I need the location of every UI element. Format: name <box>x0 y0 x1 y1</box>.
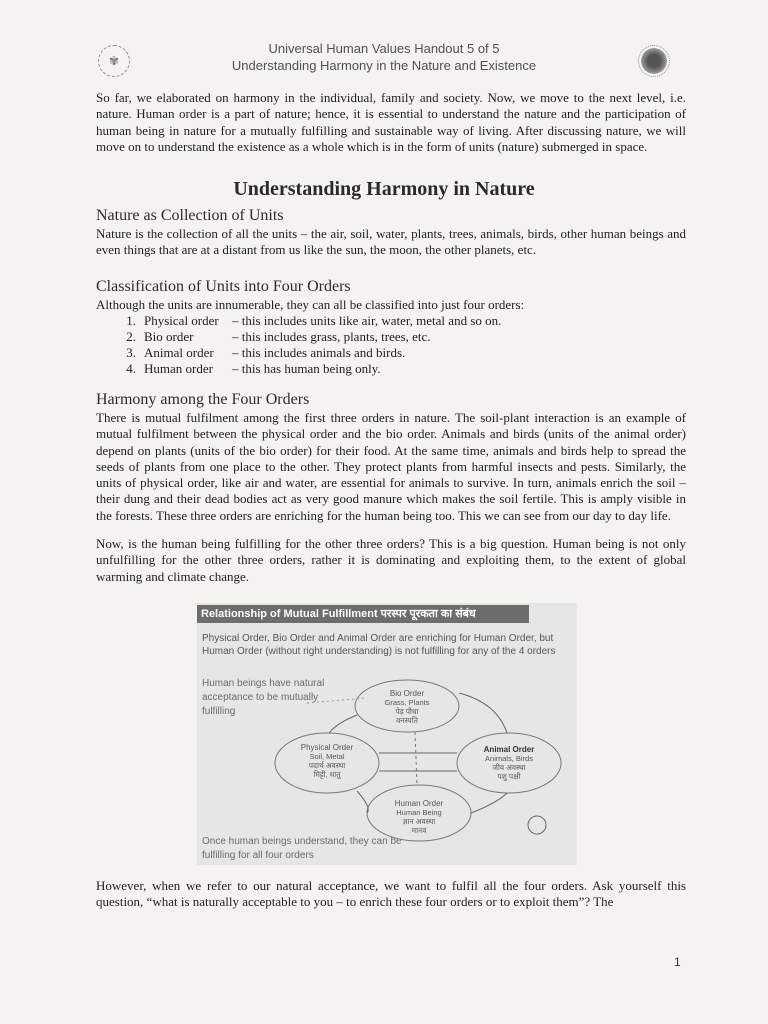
animal-order-node: Animal Order Animals, Birds जीव अवस्था पशु पक्षी <box>483 745 535 781</box>
section-classification <box>96 277 686 377</box>
section-heading: Nature as Collection of Units <box>96 207 284 224</box>
closing-paragraph: However, when we refer to our natural acceptance, we want to fulfil all the four orders. Ask yourself this question, “what is naturally acceptable to you – to enrich these four orders or to exploit them”? The <box>96 878 686 910</box>
list-item: 3. Animal order – this includes animals and birds. <box>126 345 406 361</box>
mutual-fulfillment-figure <box>197 603 577 865</box>
header-line-2: Understanding Harmony in the Nature and Existence <box>231 58 537 73</box>
intro-paragraph: So far, we elaborated on harmony in the individual, family and society. Now, we move to the next level, i.e. nature. Human order is a part of nature; hence, it is essential to understand the nature and the participation of human being in nature for a mutually fulfilling and sustainable way of living. After discussing nature, we will move on to understand the existence as a whole which is in the form of units (nature) submerged in space. <box>96 90 686 154</box>
intro-block <box>96 90 686 155</box>
section-heading: Classification of Units into Four Orders <box>96 278 351 295</box>
list-item: 2. Bio order – this includes grass, plants, trees, etc. <box>126 329 431 345</box>
figure-note-acceptance: Human beings have natural acceptance to be mutually fulfilling <box>202 678 325 717</box>
orders-diagram <box>197 603 577 865</box>
closing-block <box>96 878 686 911</box>
header-line-1: Universal Human Values Handout 5 of 5 <box>268 41 500 56</box>
institute-emblem <box>528 816 546 834</box>
section-paragraph: Although the units are innumerable, they can all be classified into just four orders: <box>96 297 525 312</box>
list-item: 4. Human order – this has human being only. <box>126 361 381 377</box>
section-paragraph-2: Now, is the human being fulfilling for the other three orders? This is a big question. Human being is not only unfulfilling for the other three orders, rather it is dominating and exploiting them, to the extent of global warming and climate change. <box>96 536 686 584</box>
section-paragraph: There is mutual fulfilment among the first three orders in nature. The soil-plant interaction is an example of mutual fulfilment between the physical order and the bio order. Animals and birds (units of the animal order) depend on plants (units of the bio order) for their food. At the same time, animals and birds help to spread the seeds of plants from one place to the other. They protect plants from harmful insects and pests. Similarly, the units of physical order, like air and water, are essential for animals to survive. In turn, animals enrich the soil – their dung and their dead bodies act as very good manure which makes the soil fertile. This is amply visible in the forests. These three orders are enriching for the human being too. This we can see from our day to day life. <box>96 410 686 523</box>
orders-list <box>96 313 686 377</box>
university-logo-left: ✾ <box>98 45 130 77</box>
page-number: 1 <box>674 955 681 969</box>
section-heading: Harmony among the Four Orders <box>96 391 310 408</box>
page-header <box>0 40 768 74</box>
physical-order-node: Physical Order Soil, Metal पदार्थ अवस्था मिट्टी, धातु <box>300 743 354 779</box>
section-nature-units <box>96 206 686 259</box>
figure-subtitle: Physical Order, Bio Order and Animal Order are enriching for Human Order, but Human Order (without right understanding) is not fulfilling for any of the 4 orders <box>202 633 556 657</box>
bio-order-node: Bio Order Grass, Plants पेड़ पौधा वनस्पति <box>384 689 430 725</box>
section-paragraph: Nature is the collection of all the units – the air, soil, water, plants, trees, animals, birds, other human beings and even things that are at a distant from us like the sun, the moon, the other planets, etc. <box>96 226 686 258</box>
human-order-node: Human Order Human Being ज्ञान अवस्था मानव <box>394 799 444 835</box>
list-item: 1. Physical order – this includes units like air, water, metal and so on. <box>126 313 502 329</box>
page-title: Understanding Harmony in Nature <box>233 178 535 200</box>
section-harmony <box>96 390 686 585</box>
figure-note-understand: Once human beings understand, they can be fulfilling for all four orders <box>202 836 402 861</box>
figure-title: Relationship of Mutual Fulfillment परस्पर पूरकता का संबंध <box>197 605 529 623</box>
